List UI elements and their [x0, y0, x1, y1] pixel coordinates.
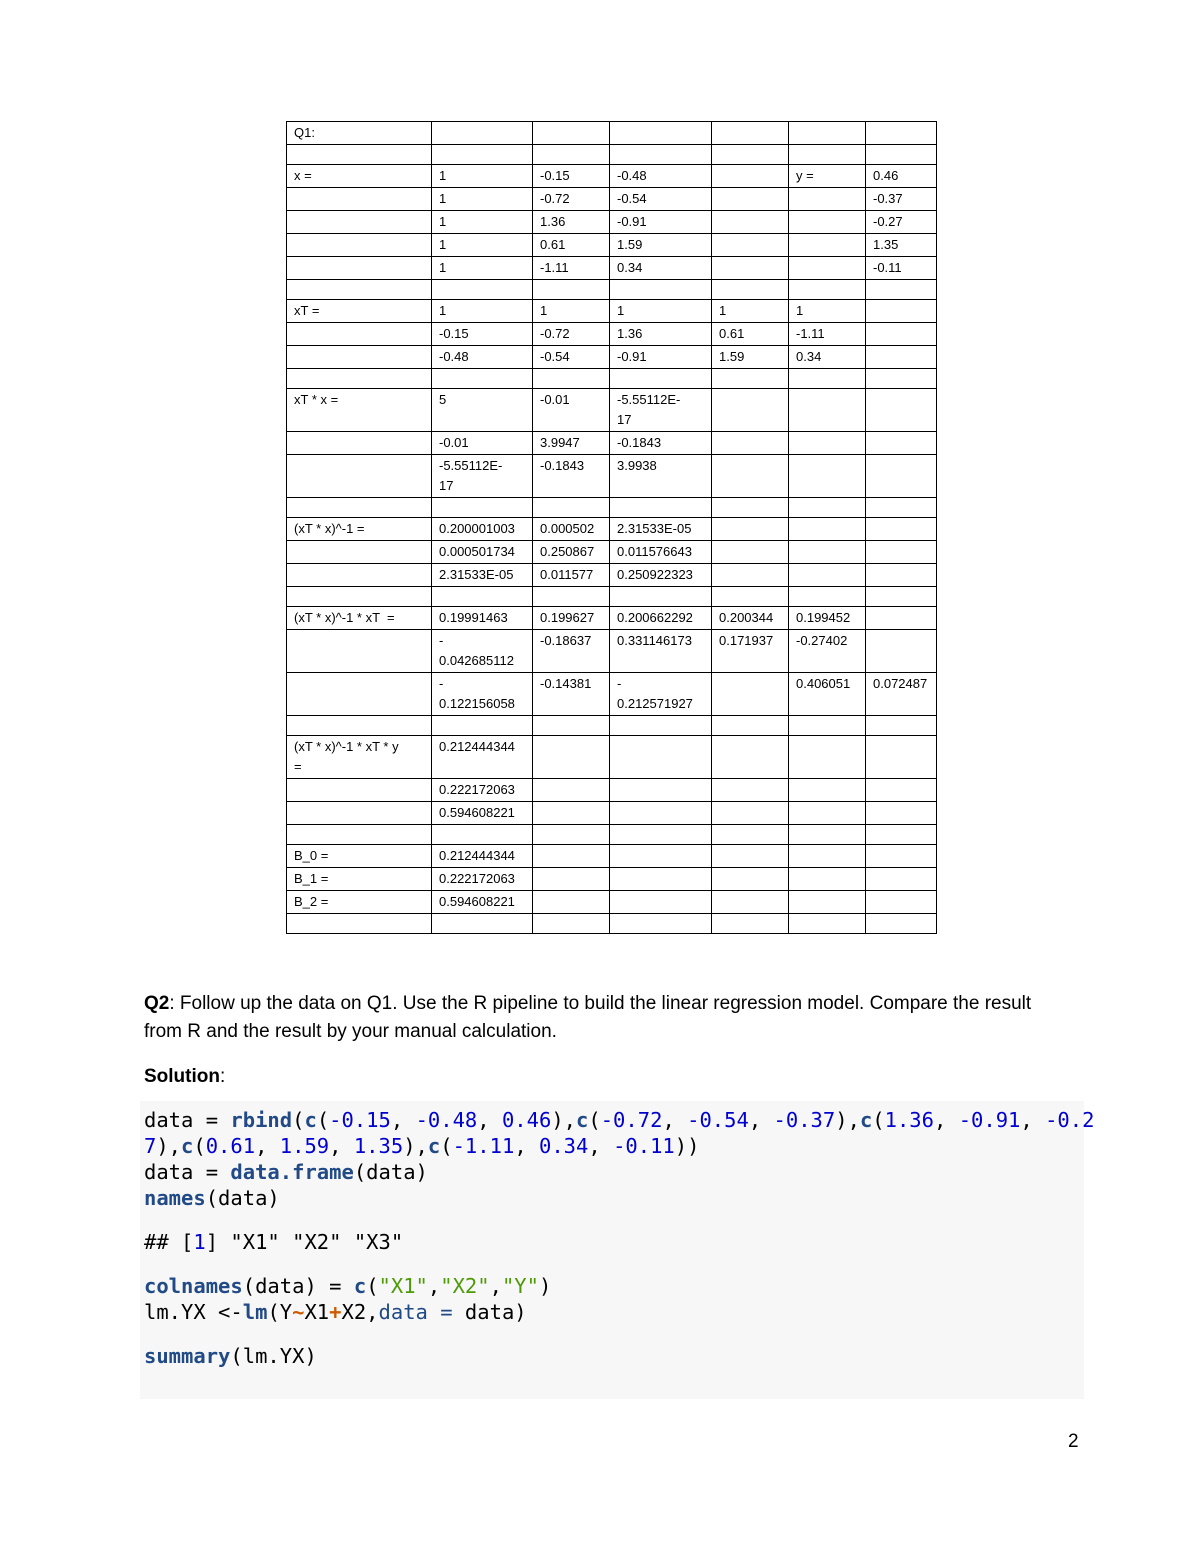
table-cell: 1 — [533, 300, 610, 323]
table-cell — [712, 914, 789, 934]
table-cell: -0.27402 — [789, 630, 866, 673]
table-cell: 3.9938 — [610, 455, 712, 498]
table-cell — [533, 891, 610, 914]
table-cell — [789, 432, 866, 455]
solution-heading — [144, 1064, 225, 1090]
table-cell — [789, 188, 866, 211]
table-cell: 0.212444344 — [432, 845, 533, 868]
table-cell — [432, 716, 533, 736]
table-cell — [712, 518, 789, 541]
table-cell: 0.199452 — [789, 607, 866, 630]
table-cell — [866, 300, 937, 323]
table-cell: 1 — [432, 211, 533, 234]
table-cell: -0.1843 — [610, 432, 712, 455]
table-row — [287, 518, 937, 541]
table-row — [287, 607, 937, 630]
table-cell — [866, 802, 937, 825]
table-cell: 5 — [432, 389, 533, 432]
table-cell — [712, 845, 789, 868]
table-cell — [610, 369, 712, 389]
page-number: 2 — [1068, 1431, 1079, 1452]
table-row — [287, 234, 937, 257]
q2-text: : Follow up the data on Q1. Use the R pipeline to build the linear regression model. Compare the result from R and the result by your manual calculation. — [144, 993, 1032, 1042]
table-cell — [287, 564, 432, 587]
table-row — [287, 868, 937, 891]
table-cell — [533, 802, 610, 825]
code-output: ## [1] "X1" "X2" "X3" — [144, 1230, 404, 1254]
table-cell — [866, 825, 937, 845]
table-cell: -0.48 — [432, 346, 533, 369]
table-cell — [432, 369, 533, 389]
table-cell — [712, 234, 789, 257]
table-row — [287, 802, 937, 825]
table-cell — [432, 914, 533, 934]
table-cell — [610, 498, 712, 518]
table-cell — [712, 122, 789, 145]
table-cell: B_0 = — [287, 845, 432, 868]
table-cell: 0.250867 — [533, 541, 610, 564]
table-cell — [533, 498, 610, 518]
table-cell — [712, 455, 789, 498]
table-cell: - 0.212571927 — [610, 673, 712, 716]
table-cell — [610, 891, 712, 914]
table-cell — [287, 498, 432, 518]
table-cell — [866, 389, 937, 432]
table-cell: 0.19991463 — [432, 607, 533, 630]
r-code-block — [140, 1101, 1095, 1399]
table-cell — [712, 868, 789, 891]
table-row — [287, 716, 937, 736]
table-cell — [789, 736, 866, 779]
table-row — [287, 564, 937, 587]
table-cell — [432, 145, 533, 165]
table-row — [287, 630, 937, 673]
table-cell — [712, 145, 789, 165]
table-cell — [610, 845, 712, 868]
table-cell — [287, 825, 432, 845]
table-cell: 0.34 — [789, 346, 866, 369]
table-cell: 0.406051 — [789, 673, 866, 716]
table-cell — [866, 541, 937, 564]
code-line-1: data = rbind(c(-0.15, -0.48, 0.46),c(-0.72, -0.54, -0.37),c(1.36, -0.91, -0.2 — [144, 1108, 1095, 1132]
table-cell: 1.59 — [610, 234, 712, 257]
table-cell — [533, 587, 610, 607]
table-cell — [287, 630, 432, 673]
table-cell — [287, 323, 432, 346]
table-cell — [789, 234, 866, 257]
table-cell: -0.01 — [432, 432, 533, 455]
table-cell: 0.200662292 — [610, 607, 712, 630]
table-cell — [712, 498, 789, 518]
table-cell: -0.91 — [610, 346, 712, 369]
table-cell: xT * x = — [287, 389, 432, 432]
table-cell: -0.15 — [533, 165, 610, 188]
table-cell — [533, 825, 610, 845]
table-cell — [789, 802, 866, 825]
table-row — [287, 455, 937, 498]
table-cell: 1.59 — [712, 346, 789, 369]
table-cell: 1 — [432, 188, 533, 211]
table-cell: 0.000502 — [533, 518, 610, 541]
table-cell — [866, 845, 937, 868]
table-cell — [712, 673, 789, 716]
table-cell: -0.72 — [533, 323, 610, 346]
code-line-3: data = data.frame(data) — [144, 1160, 428, 1184]
table-cell — [789, 825, 866, 845]
table-row — [287, 323, 937, 346]
table-cell: -0.48 — [610, 165, 712, 188]
table-cell — [712, 211, 789, 234]
table-cell: 2.31533E-05 — [610, 518, 712, 541]
table-cell: 0.331146173 — [610, 630, 712, 673]
table-row — [287, 845, 937, 868]
table-cell — [789, 868, 866, 891]
q2-paragraph — [144, 990, 1044, 1046]
table-cell — [789, 257, 866, 280]
table-row — [287, 432, 937, 455]
table-cell — [866, 630, 937, 673]
table-cell: B_2 = — [287, 891, 432, 914]
table-row — [287, 122, 937, 145]
table-cell — [789, 280, 866, 300]
table-cell — [610, 280, 712, 300]
table-cell — [533, 736, 610, 779]
table-cell — [866, 369, 937, 389]
table-cell — [610, 868, 712, 891]
table-cell — [287, 914, 432, 934]
table-cell: Q1: — [287, 122, 432, 145]
table-cell — [866, 432, 937, 455]
table-row — [287, 891, 937, 914]
table-cell — [533, 145, 610, 165]
table-cell — [287, 346, 432, 369]
table-cell: -0.27 — [866, 211, 937, 234]
table-cell — [712, 716, 789, 736]
table-cell — [712, 587, 789, 607]
table-cell — [866, 779, 937, 802]
table-cell — [712, 280, 789, 300]
q1-table — [286, 121, 937, 934]
table-cell: (xT * x)^-1 = — [287, 518, 432, 541]
table-cell — [712, 736, 789, 779]
table-cell — [287, 369, 432, 389]
table-cell — [712, 802, 789, 825]
table-cell: 1 — [432, 165, 533, 188]
table-cell — [432, 122, 533, 145]
table-cell: 0.200344 — [712, 607, 789, 630]
table-cell — [610, 779, 712, 802]
table-cell — [287, 234, 432, 257]
table-cell: -0.54 — [610, 188, 712, 211]
table-cell: 0.61 — [533, 234, 610, 257]
table-cell: - 0.042685112 — [432, 630, 533, 673]
table-cell: 0.61 — [712, 323, 789, 346]
table-cell — [610, 145, 712, 165]
table-cell: 1.35 — [866, 234, 937, 257]
table-cell — [712, 891, 789, 914]
table-cell — [432, 825, 533, 845]
table-cell — [789, 845, 866, 868]
table-cell — [789, 779, 866, 802]
table-cell — [866, 868, 937, 891]
table-cell: 1 — [432, 234, 533, 257]
table-cell — [712, 779, 789, 802]
table-cell — [789, 587, 866, 607]
table-cell — [287, 280, 432, 300]
table-cell — [789, 518, 866, 541]
table-cell — [712, 825, 789, 845]
table-cell — [866, 607, 937, 630]
table-cell — [866, 280, 937, 300]
table-cell — [866, 145, 937, 165]
table-row — [287, 369, 937, 389]
table-cell — [533, 369, 610, 389]
table-cell: 1 — [432, 257, 533, 280]
table-row — [287, 257, 937, 280]
table-cell — [866, 587, 937, 607]
table-cell: -0.37 — [866, 188, 937, 211]
table-cell — [789, 716, 866, 736]
table-cell — [866, 346, 937, 369]
table-cell — [533, 779, 610, 802]
table-row — [287, 825, 937, 845]
table-cell: 0.250922323 — [610, 564, 712, 587]
table-cell — [866, 498, 937, 518]
table-row — [287, 188, 937, 211]
table-cell — [789, 498, 866, 518]
table-cell — [712, 564, 789, 587]
table-cell: 1 — [610, 300, 712, 323]
table-cell: 0.200001003 — [432, 518, 533, 541]
table-cell — [712, 369, 789, 389]
table-cell — [789, 455, 866, 498]
table-cell — [287, 211, 432, 234]
table-row — [287, 145, 937, 165]
solution-label: Solution — [144, 1066, 220, 1087]
table-cell: - 0.122156058 — [432, 673, 533, 716]
table-cell — [610, 736, 712, 779]
table-row — [287, 300, 937, 323]
table-cell — [287, 455, 432, 498]
table-cell — [789, 369, 866, 389]
table-cell — [287, 541, 432, 564]
table-cell: -0.91 — [610, 211, 712, 234]
table-cell: 0.011576643 — [610, 541, 712, 564]
table-cell: -0.54 — [533, 346, 610, 369]
solution-colon: : — [219, 1066, 226, 1087]
table-row — [287, 389, 937, 432]
table-cell — [866, 122, 937, 145]
table-cell: 0.171937 — [712, 630, 789, 673]
table-cell — [712, 188, 789, 211]
table-cell — [610, 587, 712, 607]
table-cell — [533, 868, 610, 891]
table-row — [287, 498, 937, 518]
table-cell: B_1 = — [287, 868, 432, 891]
table-cell — [866, 455, 937, 498]
table-cell: -0.15 — [432, 323, 533, 346]
table-row — [287, 165, 937, 188]
code-line-7: summary(lm.YX) — [144, 1344, 317, 1368]
table-cell — [712, 432, 789, 455]
table-cell — [287, 257, 432, 280]
table-row — [287, 541, 937, 564]
table-cell — [533, 122, 610, 145]
table-row — [287, 914, 937, 934]
table-cell — [287, 188, 432, 211]
table-cell: 1 — [432, 300, 533, 323]
table-cell: 0.594608221 — [432, 891, 533, 914]
table-cell — [533, 845, 610, 868]
table-cell: 0.222172063 — [432, 779, 533, 802]
table-cell — [610, 914, 712, 934]
table-cell — [866, 736, 937, 779]
table-cell: 0.34 — [610, 257, 712, 280]
table-cell — [866, 891, 937, 914]
table-cell — [866, 914, 937, 934]
code-line-6: lm.YX <-lm(Y~X1+X2,data = data) — [144, 1300, 527, 1324]
table-cell: 0.212444344 — [432, 736, 533, 779]
table-cell: 1 — [712, 300, 789, 323]
table-cell — [866, 716, 937, 736]
table-cell: 0.011577 — [533, 564, 610, 587]
table-cell — [712, 541, 789, 564]
table-cell: -0.01 — [533, 389, 610, 432]
code-line-5: colnames(data) = c("X1","X2","Y") — [144, 1274, 552, 1298]
table-row — [287, 211, 937, 234]
table-cell: -5.55112E- 17 — [432, 455, 533, 498]
table-row — [287, 779, 937, 802]
table-cell: 1 — [789, 300, 866, 323]
table-cell: 1.36 — [610, 323, 712, 346]
table-cell: 3.9947 — [533, 432, 610, 455]
table-cell — [712, 389, 789, 432]
table-cell — [789, 122, 866, 145]
table-cell: 0.199627 — [533, 607, 610, 630]
table-cell — [287, 432, 432, 455]
table-cell: -0.18637 — [533, 630, 610, 673]
table-cell — [287, 673, 432, 716]
table-cell — [287, 587, 432, 607]
table-cell: 0.222172063 — [432, 868, 533, 891]
table-cell — [287, 779, 432, 802]
table-cell: (xT * x)^-1 * xT * y = — [287, 736, 432, 779]
table-cell — [712, 257, 789, 280]
table-cell: 0.46 — [866, 165, 937, 188]
table-cell — [789, 211, 866, 234]
table-cell — [866, 323, 937, 346]
table-cell: -1.11 — [789, 323, 866, 346]
q2-label: Q2 — [144, 993, 170, 1014]
table-cell: -1.11 — [533, 257, 610, 280]
table-cell: (xT * x)^-1 * xT = — [287, 607, 432, 630]
table-cell: y = — [789, 165, 866, 188]
table-cell — [432, 587, 533, 607]
code-line-2: 7),c(0.61, 1.59, 1.35),c(-1.11, 0.34, -0.11)) — [144, 1134, 700, 1158]
table-cell: -0.11 — [866, 257, 937, 280]
table-row — [287, 587, 937, 607]
table-cell — [432, 498, 533, 518]
table-cell — [610, 825, 712, 845]
table-cell — [789, 145, 866, 165]
table-cell: -0.14381 — [533, 673, 610, 716]
table-cell: 0.072487 — [866, 673, 937, 716]
table-cell — [789, 891, 866, 914]
table-cell: 0.000501734 — [432, 541, 533, 564]
table-cell: x = — [287, 165, 432, 188]
table-cell: 2.31533E-05 — [432, 564, 533, 587]
table-cell — [610, 802, 712, 825]
table-cell — [533, 280, 610, 300]
table-cell: 0.594608221 — [432, 802, 533, 825]
table-row — [287, 673, 937, 716]
code-line-4: names(data) — [144, 1186, 280, 1210]
table-row — [287, 736, 937, 779]
table-cell — [610, 716, 712, 736]
table-cell — [287, 716, 432, 736]
table-cell: -0.72 — [533, 188, 610, 211]
table-cell — [533, 914, 610, 934]
table-cell — [789, 541, 866, 564]
table-cell — [866, 518, 937, 541]
table-cell — [789, 564, 866, 587]
table-cell: 1.36 — [533, 211, 610, 234]
table-row — [287, 280, 937, 300]
table-cell: -0.1843 — [533, 455, 610, 498]
table-cell — [712, 165, 789, 188]
table-cell: -5.55112E- 17 — [610, 389, 712, 432]
table-cell — [789, 914, 866, 934]
table-cell — [533, 716, 610, 736]
table-cell — [287, 802, 432, 825]
table-row — [287, 346, 937, 369]
table-cell — [789, 389, 866, 432]
table-cell — [866, 564, 937, 587]
table-cell — [432, 280, 533, 300]
table-cell: xT = — [287, 300, 432, 323]
table-cell — [610, 122, 712, 145]
table-cell — [287, 145, 432, 165]
